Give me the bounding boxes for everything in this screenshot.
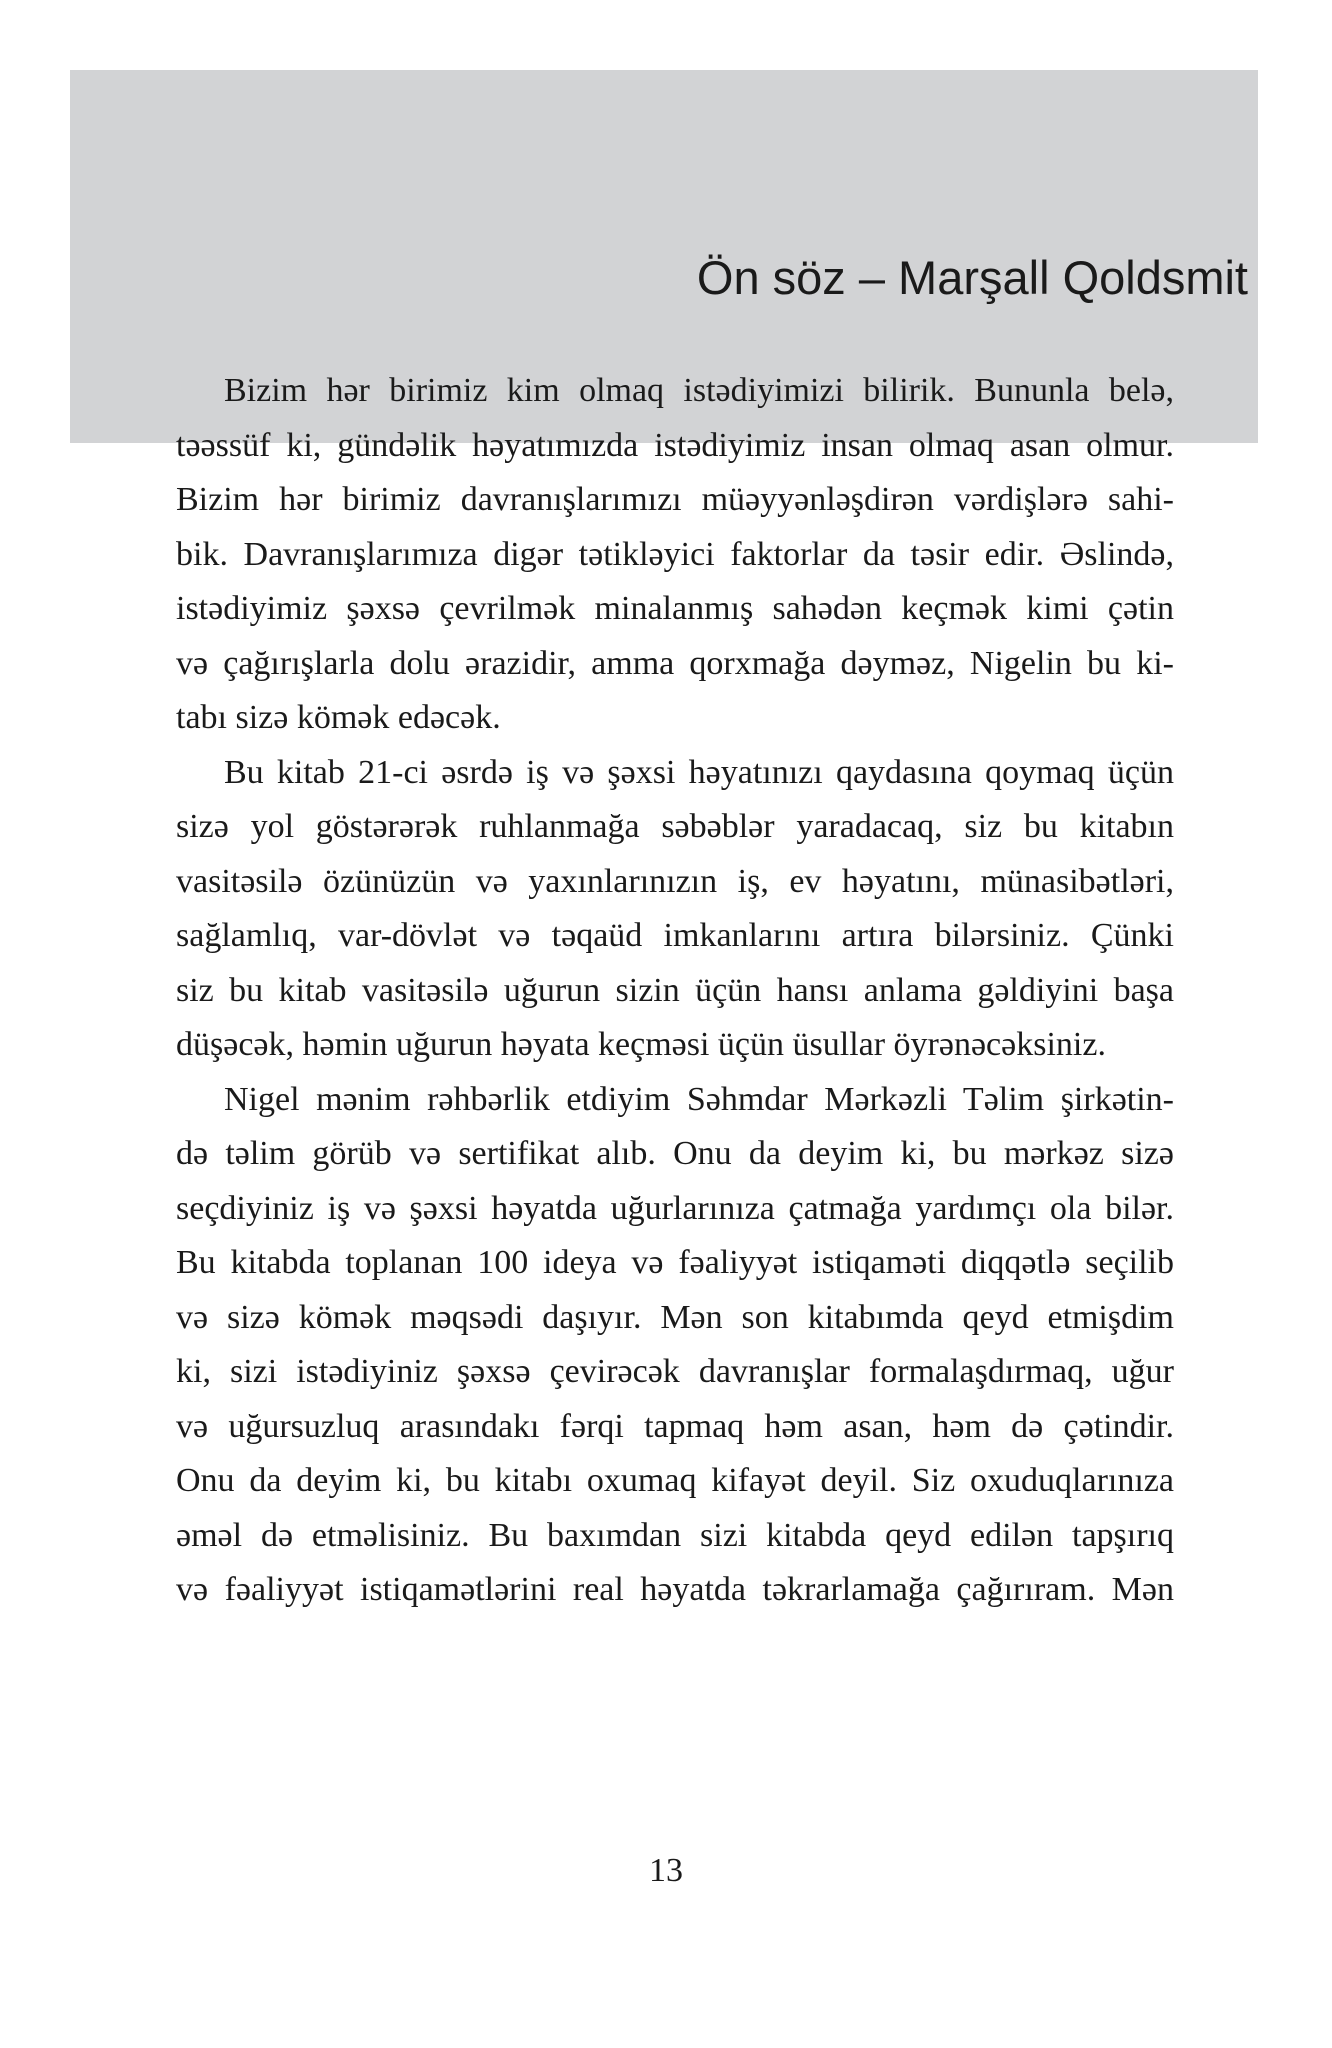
text-line: və çağırışlarla dolu ərazidir, amma qorxmağa dəyməz, Nigelin bu ki- bbox=[176, 644, 1174, 682]
text-line: Bizim hər birimiz davranışlarımızı müəyyənləşdirən vərdişlərə sahi- bbox=[176, 481, 1174, 518]
text-line: Onu da deyim ki, bu kitabı oxumaq kifayət deyil. Siz oxuduqlarınıza bbox=[176, 1462, 1174, 1499]
text-line: Nigel mənim rəhbərlik etdiyim Səhmdar Mərkəzli Təlim şirkətin- bbox=[224, 1080, 1174, 1118]
text-line: seçdiyiniz iş və şəxsi həyatda uğurlarınıza çatmağa yardımçı ola bilər. bbox=[176, 1189, 1174, 1227]
text-line: və sizə kömək məqsədi daşıyır. Mən son kitabımda qeyd etmişdim bbox=[176, 1298, 1174, 1336]
text-line: istədiyimiz şəxsə çevrilmək minalanmış sahədən keçmək kimi çətin bbox=[176, 590, 1174, 627]
text-line: sizə yol göstərərək ruhlanmağa səbəblər yaradacaq, siz bu kitabın bbox=[176, 808, 1174, 845]
text-line: sağlamlıq, var-dövlət və təqaüd imkanlarını artıra bilərsiniz. Çünki bbox=[176, 917, 1174, 954]
text-line: vasitəsilə özünüzün və yaxınlarınızın iş, ev həyatını, münasibətləri, bbox=[176, 862, 1174, 900]
text-line: ki, sizi istədiyiniz şəxsə çevirəcək davranışlar formalaşdırmaq, uğur bbox=[176, 1353, 1174, 1390]
body-text bbox=[176, 364, 1174, 1618]
text-line: və fəaliyyət istiqamətlərini real həyatda təkrarlamağa çağırıram. Mən bbox=[176, 1571, 1174, 1608]
chapter-title: Ön söz – Marşall Qoldsmit bbox=[696, 251, 1248, 304]
paragraph-2 bbox=[176, 746, 1174, 1073]
page-number: 13 bbox=[649, 1852, 683, 1889]
paragraph-1 bbox=[176, 364, 1174, 746]
text-line: Bu kitabda toplanan 100 ideya və fəaliyyət istiqaməti diqqətlə seçilib bbox=[176, 1244, 1174, 1281]
text-line: əməl də etməlisiniz. Bu baxımdan sizi kitabda qeyd edilən tapşırıq bbox=[176, 1516, 1174, 1554]
text-line: düşəcək, həmin uğurun həyata keçməsi üçün üsullar öyrənəcəksiniz. bbox=[176, 1026, 1106, 1063]
text-line: tabı sizə kömək edəcək. bbox=[176, 699, 501, 736]
text-line: siz bu kitab vasitəsilə uğurun sizin üçün hansı anlama gəldiyini başa bbox=[176, 971, 1174, 1009]
text-line: təəssüf ki, gündəlik həyatımızda istədiyimiz insan olmaq asan olmur. bbox=[176, 426, 1174, 464]
text-line: Bizim hər birimiz kim olmaq istədiyimizi bilirik. Bununla belə, bbox=[224, 372, 1174, 409]
text-line: Bu kitab 21-ci əsrdə iş və şəxsi həyatınızı qaydasına qoymaq üçün bbox=[224, 753, 1174, 791]
paragraph-3 bbox=[176, 1073, 1174, 1618]
text-line: də təlim görüb və sertifikat alıb. Onu da deyim ki, bu mərkəz sizə bbox=[176, 1135, 1174, 1172]
text-line: və uğursuzluq arasındakı fərqi tapmaq həm asan, həm də çətindir. bbox=[176, 1407, 1174, 1445]
text-line: bik. Davranışlarımıza digər tətikləyici faktorlar da təsir edir. Əslində, bbox=[176, 535, 1174, 573]
